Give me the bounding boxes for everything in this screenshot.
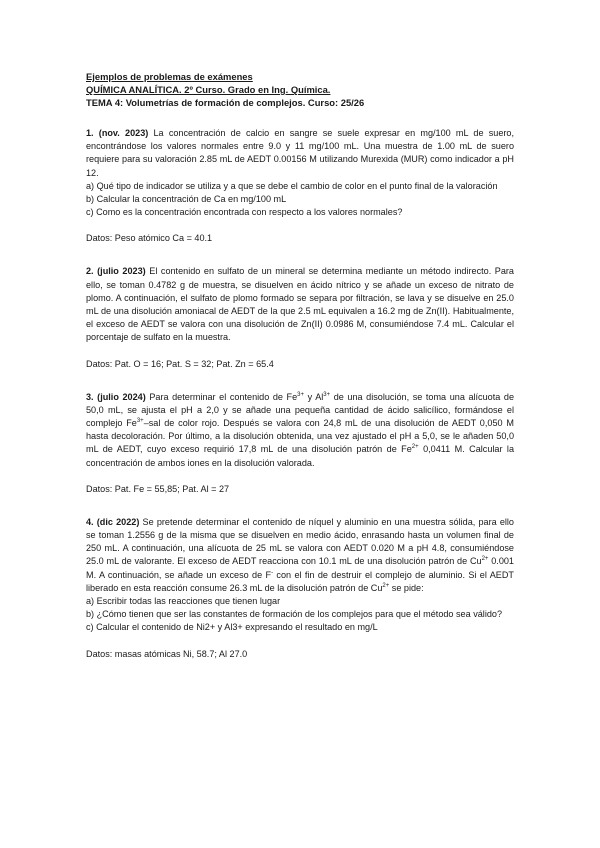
problem-3 bbox=[86, 391, 514, 470]
problem-1-question-a: a) Qué tipo de indicador se utiliza y a que se debe el cambio de color en el punto final de la valoración bbox=[86, 180, 498, 191]
problem-4-sup-3: 2+ bbox=[382, 582, 390, 589]
problem-2-statement: El contenido en sulfato de un mineral se determina mediante un método indirecto. Para ello, se toman 0.4782 g de muestra, se disuelven en ácido nítrico y se añade un exceso de nitrato de plomo. A continuación, el sulfato de plomo formado se separa por filtración, se lava y se disuelve en 25.0 mL de una disolución amoniacal de AEDT de la que 2.5 mL equivalen a 16.2 mg de Zn(II). Habitualmente, el exceso de AEDT se valora con una disolución de Zn(II) 0.0986 M, consumiéndose 7.4 mL. Calcular el porcentaje de sulfato en la muestra. bbox=[86, 266, 514, 343]
problem-1-lead: 1. (nov. 2023) bbox=[86, 128, 149, 138]
problem-1-question-b: b) Calcular la concentración de Ca en mg/100 mL bbox=[86, 194, 287, 205]
problem-4-lead: 4. (dic 2022) bbox=[86, 516, 140, 527]
problem-3-text-4: –sal de color rojo. Después se valora con 24,8 mL de una disolución de AEDT 0,050 M hasta decoloración. Por último, a la disolución obtenida, una vez ajustado el pH a 5,0, se le añaden 50,0 mL de AEDT, cuyo exceso requirió 17,8 mL de una disolución patrón de Fe bbox=[86, 418, 514, 455]
problem-4 bbox=[86, 516, 514, 635]
problem-3-text-2: y Al bbox=[304, 391, 324, 402]
document-header bbox=[86, 70, 514, 109]
problem-4-datos: Datos: masas atómicas Ni, 58.7; Al 27.0 bbox=[86, 648, 248, 659]
problem-4-text-2: 0.001 M. A continuación, se añade un exceso de F bbox=[86, 556, 514, 580]
problem-4-question-b: b) ¿Cómo tienen que ser las constantes de formación de los complejos para que el método sea válido? bbox=[86, 609, 503, 620]
problem-2 bbox=[86, 265, 514, 344]
header-topic: TEMA 4: Volumetrías de formación de complejos. Curso: 25/26 bbox=[86, 97, 365, 108]
problem-1-statement: La concentración de calcio en sangre se suele expresar en mg/100 mL de suero, encontrándose los valores normales entre 9.0 y 11 mg/100 mL. Una muestra de 1.00 mL de suero requiere para su valoración 2.85 mL de AEDT 0.00156 M utilizando Murexida (MUR) como indicador a pH 12. bbox=[86, 128, 514, 178]
problem-3-text-3: de una disolución, se toma una alícuota de 50,0 mL, se ajusta el pH a 2,0 y se añade una pequeña cantidad de ácido salicílico, formándose el complejo Fe bbox=[86, 391, 514, 429]
problem-1-question-c: c) Como es la concentración encontrada con respecto a los valores normales? bbox=[86, 207, 403, 218]
problem-4-text-4: se pide: bbox=[389, 582, 424, 593]
problem-3-datos: Datos: Pat. Fe = 55,85; Pat. Al = 27 bbox=[86, 483, 230, 494]
header-course: QUÍMICA ANALÍTICA. 2º Curso. Grado en Ing. Química. bbox=[86, 84, 331, 95]
problem-3-lead: 3. (julio 2024) bbox=[86, 391, 146, 402]
problem-4-text-1: Se pretende determinar el contenido de níquel y aluminio en una muestra sólida, para ello se toman 1.2556 g de la misma que se disuelven en medio ácido, enrasando hasta un volumen final de 250 mL. A continuación, una alícuota de 25 mL se valora con AEDT 0.020 M a pH 4.8, consumiéndose 25.0 mL de valorante. El exceso de AEDT reacciona con 10.1 mL de una disolución patrón de Cu bbox=[86, 516, 514, 567]
problem-3-text-1: Para determinar el contenido de Fe bbox=[149, 391, 298, 402]
problem-1-datos: Datos: Peso atómico Ca = 40.1 bbox=[86, 233, 213, 244]
problem-3-sup-4: 2+ bbox=[411, 444, 419, 451]
problem-2-lead: 2. (julio 2023) bbox=[86, 266, 146, 277]
problem-3-sup-1: 3+ bbox=[297, 391, 304, 398]
problem-3-text-5: 0,0411 M. Calcular la concentración de ambos iones en la disolución valorada. bbox=[86, 444, 515, 468]
problem-4-sup-2: - bbox=[271, 569, 274, 576]
problem-4-question-a: a) Escribir todas las reacciones que tienen lugar bbox=[86, 596, 281, 607]
problem-1 bbox=[86, 127, 514, 219]
problem-4-sup-1: 2+ bbox=[481, 556, 489, 563]
problem-2-datos: Datos: Pat. O = 16; Pat. S = 32; Pat. Zn = 65.4 bbox=[86, 358, 274, 369]
problem-3-sup-2: 3+ bbox=[323, 391, 331, 398]
header-title: Ejemplos de problemas de exámenes bbox=[86, 71, 253, 82]
problem-3-sup-3: 3+ bbox=[136, 418, 144, 425]
problem-4-text-3: con el fin de destruir el complejo de aluminio. Si el AEDT liberado en esta reacción consume 26.3 mL de la disolución patrón de Cu bbox=[86, 569, 514, 593]
problem-4-question-c: c) Calcular el contenido de Ni2+ y Al3+ expresando el resultado en mg/L bbox=[86, 622, 378, 633]
